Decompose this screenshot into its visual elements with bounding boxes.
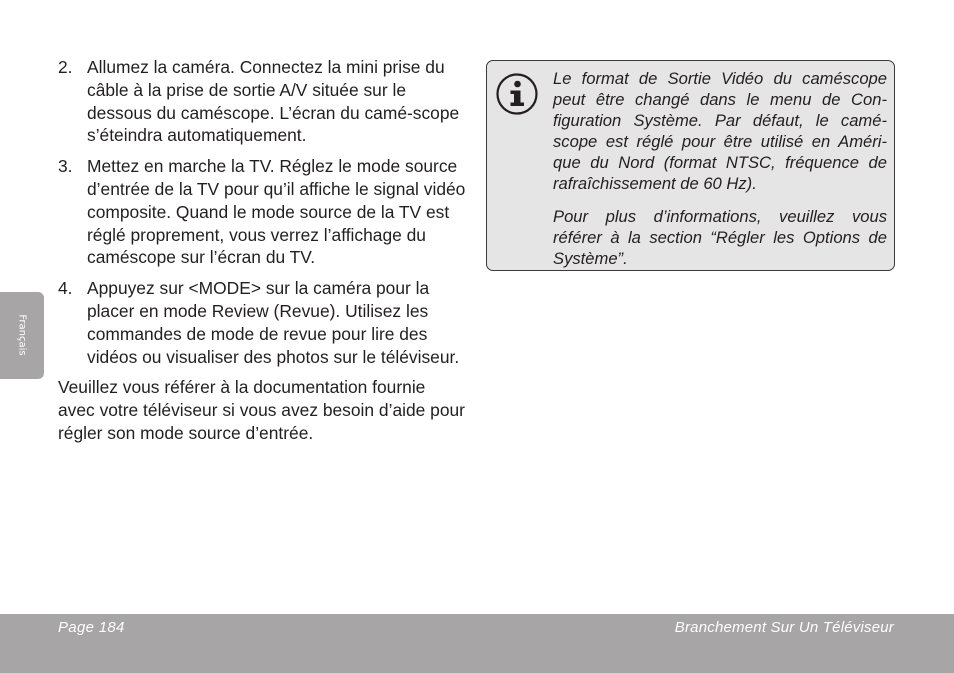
note-paragraph-2: Pour plus d’informations, veuillez vous référer à la section “Régler les Options de Système”. <box>553 207 887 268</box>
page-footer <box>0 614 954 673</box>
note-text <box>553 68 887 281</box>
list-item <box>58 277 466 368</box>
closing-paragraph: Veuillez vous référer à la documentation fournie avec votre téléviseur si vous avez besoin d’aide pour régler son mode source d’entrée. <box>58 377 465 443</box>
section-title: Branchement Sur Un Téléviseur <box>674 619 894 636</box>
step-text: Allumez la caméra. Connectez la mini prise du câble à la prise de sortie A/V située sur le dessous du caméscope. L’écran du camé-scope s’éteindra automatiquement. <box>87 57 460 146</box>
page-number: Page 184 <box>58 619 125 636</box>
step-number: 3. <box>58 156 73 177</box>
info-icon <box>495 72 539 116</box>
list-item <box>58 155 466 269</box>
steps-list <box>58 56 466 368</box>
step-number: 2. <box>58 57 73 77</box>
language-tab-label: Français <box>16 314 28 356</box>
instructions-column <box>58 56 466 445</box>
note-paragraph-1: Le format de Sortie Vidéo du caméscope peut être changé dans le menu de Con-figuration Système. Par défaut, le camé-scope est réglé pour être utilisé en Améri-que du Nord (format NTSC, fréquence de rafraîchissement de 60 Hz). <box>553 69 887 193</box>
step-number: 4. <box>58 278 73 299</box>
list-item <box>58 56 466 147</box>
step-text: Mettez en marche la TV. Réglez le mode source d’entrée de la TV pour qu’il affiche le signal vidéo composite. Quand le mode source de la TV est réglé proprement, vous verrez l’affichage du caméscope sur l’écran du TV. <box>87 156 466 268</box>
language-tab <box>0 292 44 379</box>
step-text: Appuyez sur <MODE> sur la caméra pour la placer en mode Review (Revue). Utilisez les commandes de mode de revue pour lire des vidéos ou visualiser des photos sur le téléviseur. <box>87 278 460 367</box>
info-note-box <box>486 60 895 271</box>
